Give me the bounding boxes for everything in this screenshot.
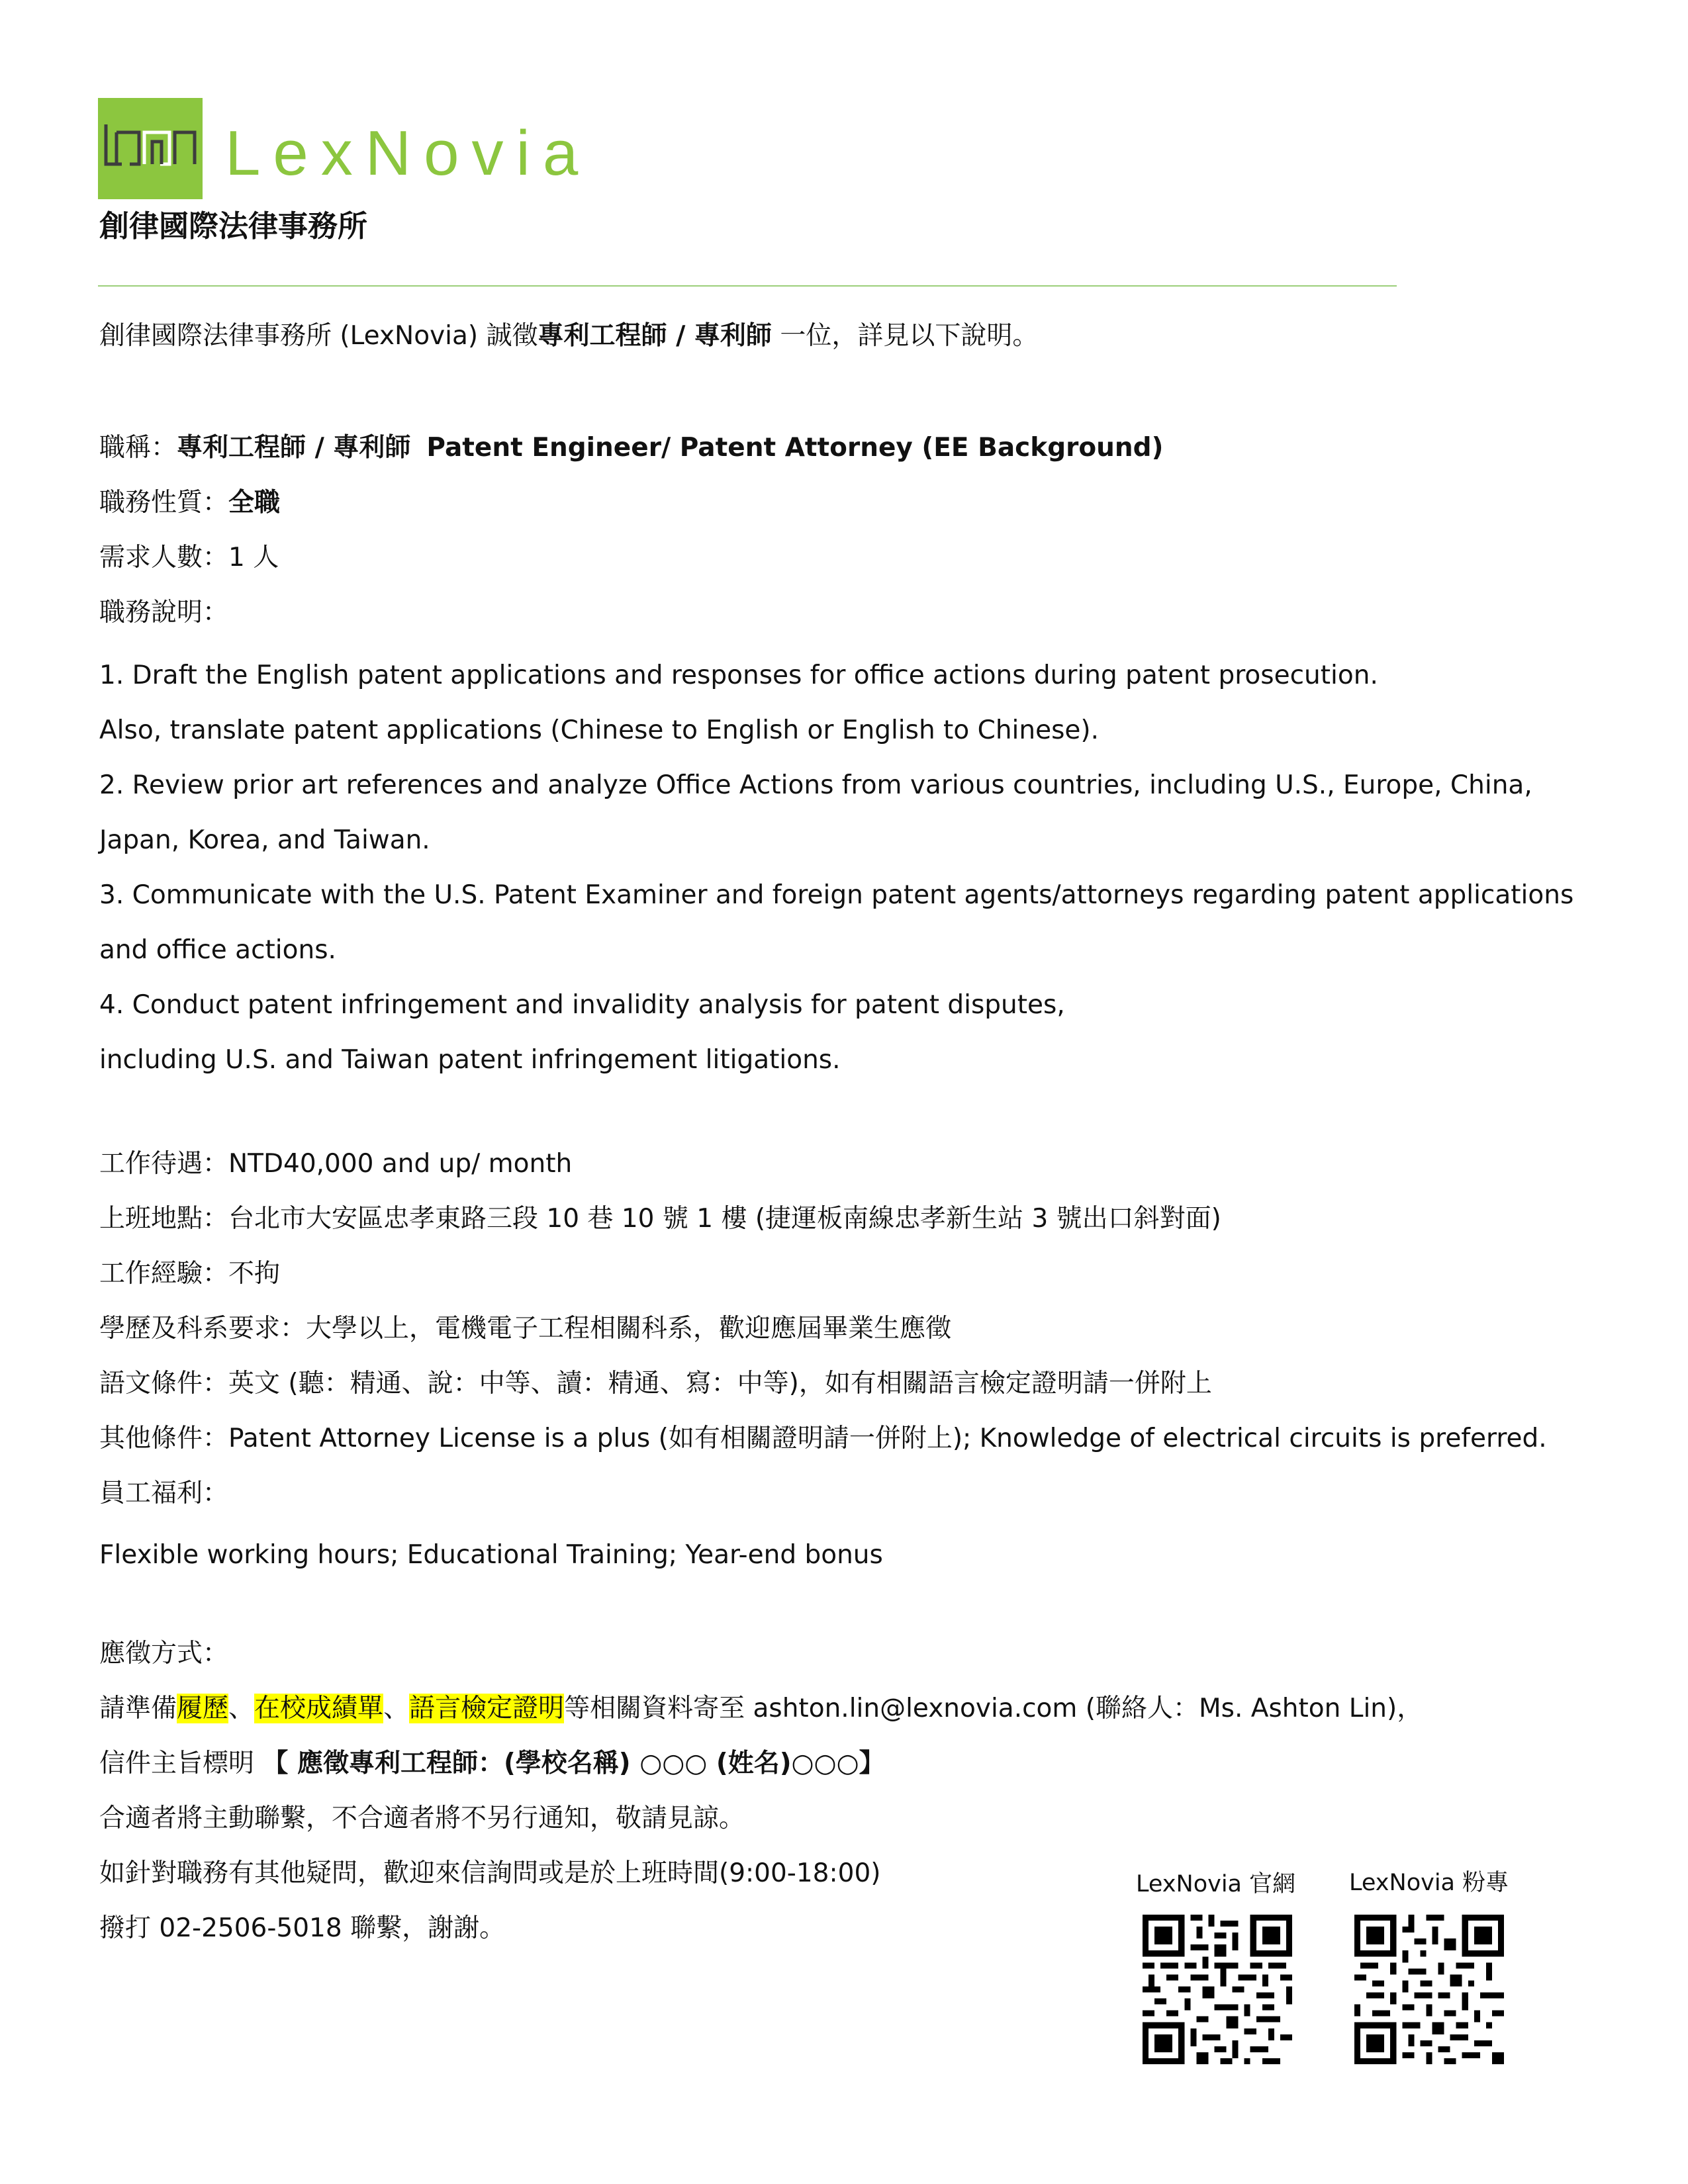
highlight-transcript: 在校成績單: [254, 1694, 384, 1723]
duty-line: 1. Draft the English patent applications and responses for office actions during patent prosecution.: [99, 660, 1378, 690]
highlight-resume: 履歷: [177, 1694, 229, 1723]
duty-line: 4. Conduct patent infringement and invalidity analysis for patent disputes,: [99, 990, 1065, 1020]
header-divider: [98, 285, 1397, 287]
logo-text: LexNovia: [225, 118, 591, 189]
salary: 工作待遇：NTD40,000 and up/ month: [99, 1149, 573, 1179]
intro-position: 專利工程師 / 專利師: [538, 321, 772, 351]
phone-contact: 撥打 02-2506-5018 聯繫，謝謝。: [99, 1913, 506, 1943]
qr-label-fanpage: LexNovia 粉專: [1349, 1870, 1509, 1896]
work-location: 上班地點：台北市大安區忠孝東路三段 10 巷 10 號 1 樓 (捷運板南線忠孝新生站 3 號出口斜對面): [99, 1204, 1221, 1234]
intro-text: 創律國際法律事務所 (LexNovia) 誠徵專利工程師 / 專利師 一位，詳見以下說明。: [99, 321, 1039, 351]
notice: 合適者將主動聯繫，不合適者將不另行通知，敬請見諒。: [99, 1803, 745, 1833]
questions: 如針對職務有其他疑問，歡迎來信詢問或是於上班時間(9:00-18:00): [99, 1858, 881, 1888]
duty-line: including U.S. and Taiwan patent infringement litigations.: [99, 1045, 841, 1075]
other-requirement: 其他條件：Patent Attorney License is a plus (如有相關證明請一併附上); Knowledge of electrical circuits is preferred.: [99, 1424, 1547, 1453]
qr-code-icon[interactable]: [1143, 1915, 1292, 2064]
duty-line: Also, translate patent applications (Chinese to English or English to Chinese).: [99, 715, 1100, 745]
duty-line: 2. Review prior art references and analyze Office Actions from various countries, including U.S., Europe, China,: [99, 770, 1532, 800]
duty-line: and office actions.: [99, 935, 336, 965]
duty-line: Japan, Korea, and Taiwan.: [99, 825, 430, 855]
benefits-text: Flexible working hours; Educational Training; Year-end bonus: [99, 1540, 883, 1570]
firm-name: 創律國際法律事務所: [99, 208, 368, 244]
duties-label: 職務說明：: [99, 598, 229, 627]
headcount: 需求人數：1 人: [99, 543, 279, 572]
qr-label-website: LexNovia 官網: [1136, 1871, 1296, 1897]
apply-instructions: 請準備履歷、在校成績單、語言檢定證明等相關資料寄至 ashton.lin@lexnovia.com (聯絡人：Ms. Ashton Lin)，: [99, 1694, 1423, 1723]
education: 學歷及科系要求：大學以上，電機電子工程相關科系，歡迎應屆畢業生應徵: [99, 1314, 952, 1343]
logo-icon: [98, 98, 203, 199]
job-type: 職務性質：全職: [99, 488, 281, 518]
apply-label: 應徵方式：: [99, 1639, 229, 1668]
job-title: 職稱：專利工程師 / 專利師 Patent Engineer/ Patent Attorney (EE Background): [99, 433, 1164, 463]
email-subject: 信件主旨標明 【 應徵專利工程師：(學校名稱) ○○○ (姓名)○○○】: [99, 1749, 885, 1778]
experience: 工作經驗：不拘: [99, 1259, 281, 1289]
logo-mark: [98, 98, 203, 199]
language-requirement: 語文條件：英文 (聽：精通、說：中等、讀：精通、寫：中等)，如有相關語言檢定證明請一併附上: [99, 1369, 1212, 1398]
highlight-language-cert: 語言檢定證明: [409, 1694, 565, 1723]
duty-line: 3. Communicate with the U.S. Patent Examiner and foreign patent agents/attorneys regarding patent applications: [99, 880, 1574, 910]
benefits-label: 員工福利：: [99, 1479, 229, 1508]
qr-code-icon[interactable]: [1354, 1915, 1504, 2064]
